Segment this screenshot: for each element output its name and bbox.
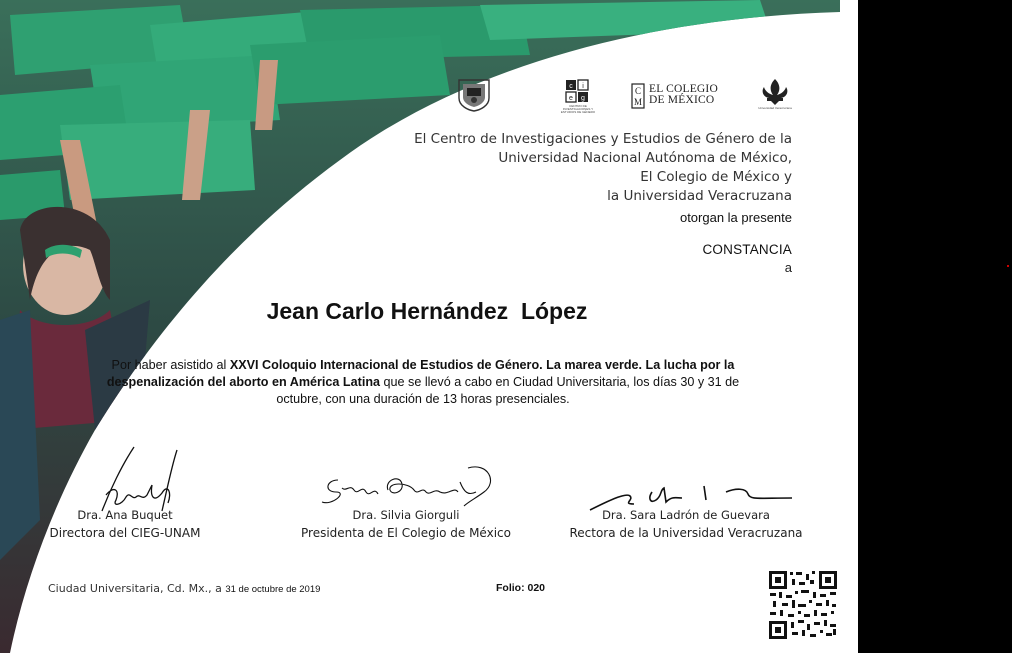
- logo-bar: [456, 78, 816, 114]
- signatory-role: Directora del CIEG-UNAM: [49, 526, 201, 540]
- signatory-role: Presidenta de El Colegio de México: [301, 526, 511, 540]
- scarf: [250, 35, 450, 105]
- event-title: XXVI Coloquio Internacional de Estudios de Género. La marea verde. La lucha por la despenalización del aborto en América Latina: [106, 358, 735, 389]
- signatory-name: Dra. Ana Buquet: [77, 508, 173, 522]
- unam-logo-icon: [456, 78, 492, 112]
- issuer-line: la Universidad Veracruzana: [607, 188, 792, 204]
- stray-mark: [1007, 265, 1009, 267]
- cieg-logo: [556, 78, 600, 112]
- cieg-logo-text: CENTRO DE INVESTIGACIONES Y ESTUDIOS DE GÉNERO: [560, 104, 596, 114]
- svg-text:C: C: [634, 86, 642, 96]
- uv-logo: [752, 78, 798, 114]
- colmex-logo-icon: [631, 83, 645, 109]
- body-details: que se llevó a cabo en Ciudad Universitaria, los días 30 y 31 de octubre, con una duración de 13 horas presenciales.: [276, 375, 740, 406]
- svg-text:M: M: [633, 97, 643, 107]
- cieg-logo-icon: [556, 78, 600, 104]
- colmex-logo-line1: EL COLEGIO: [649, 83, 718, 95]
- uv-logo-text: Universidad Veracruzana: [758, 106, 792, 110]
- issue-place: Ciudad Universitaria, Cd. Mx., a: [48, 582, 226, 595]
- issuer-line: El Centro de Investigaciones y Estudios de Género de la: [414, 131, 792, 147]
- certificate-body: [100, 357, 746, 408]
- signatory-block: [30, 507, 220, 540]
- issuer-line: Universidad Nacional Autónoma de México,: [498, 150, 792, 166]
- document-title: CONSTANCIA: [702, 242, 792, 257]
- svg-text:g: g: [581, 95, 585, 102]
- recipient-name: Jean Carlo Hernández López: [266, 298, 588, 324]
- issue-place-date: [48, 582, 320, 595]
- signatory-role: Rectora de la Universidad Veracruzana: [569, 526, 803, 540]
- qr-code-icon: [768, 570, 838, 640]
- folio-number: Folio: 020: [496, 582, 546, 594]
- svg-text:i: i: [582, 83, 584, 90]
- signatory-block: [286, 507, 526, 540]
- issuer-line: El Colegio de México y: [640, 169, 792, 185]
- body-intro: Por haber asistido al: [111, 358, 230, 372]
- signatory-name: Dra. Silvia Giorguli: [352, 508, 460, 522]
- svg-text:c: c: [569, 83, 573, 90]
- colmex-logo-line2: DE MÉXICO: [649, 94, 715, 106]
- colmex-logo: [631, 78, 731, 112]
- svg-text:e: e: [569, 95, 573, 102]
- to-text: a: [784, 260, 792, 275]
- signatory-name: Dra. Sara Ladrón de Guevara: [602, 508, 770, 522]
- issuer-block: [414, 130, 792, 206]
- signature-buquet: [92, 445, 192, 515]
- issue-date: 31 de octubre de 2019: [225, 584, 321, 595]
- uv-flor-de-lis-icon: [752, 78, 798, 106]
- granting-text: otorgan la presente: [679, 210, 792, 225]
- signatory-block: [556, 507, 816, 540]
- signature-giorguli: [318, 462, 498, 512]
- scarf: [480, 0, 770, 40]
